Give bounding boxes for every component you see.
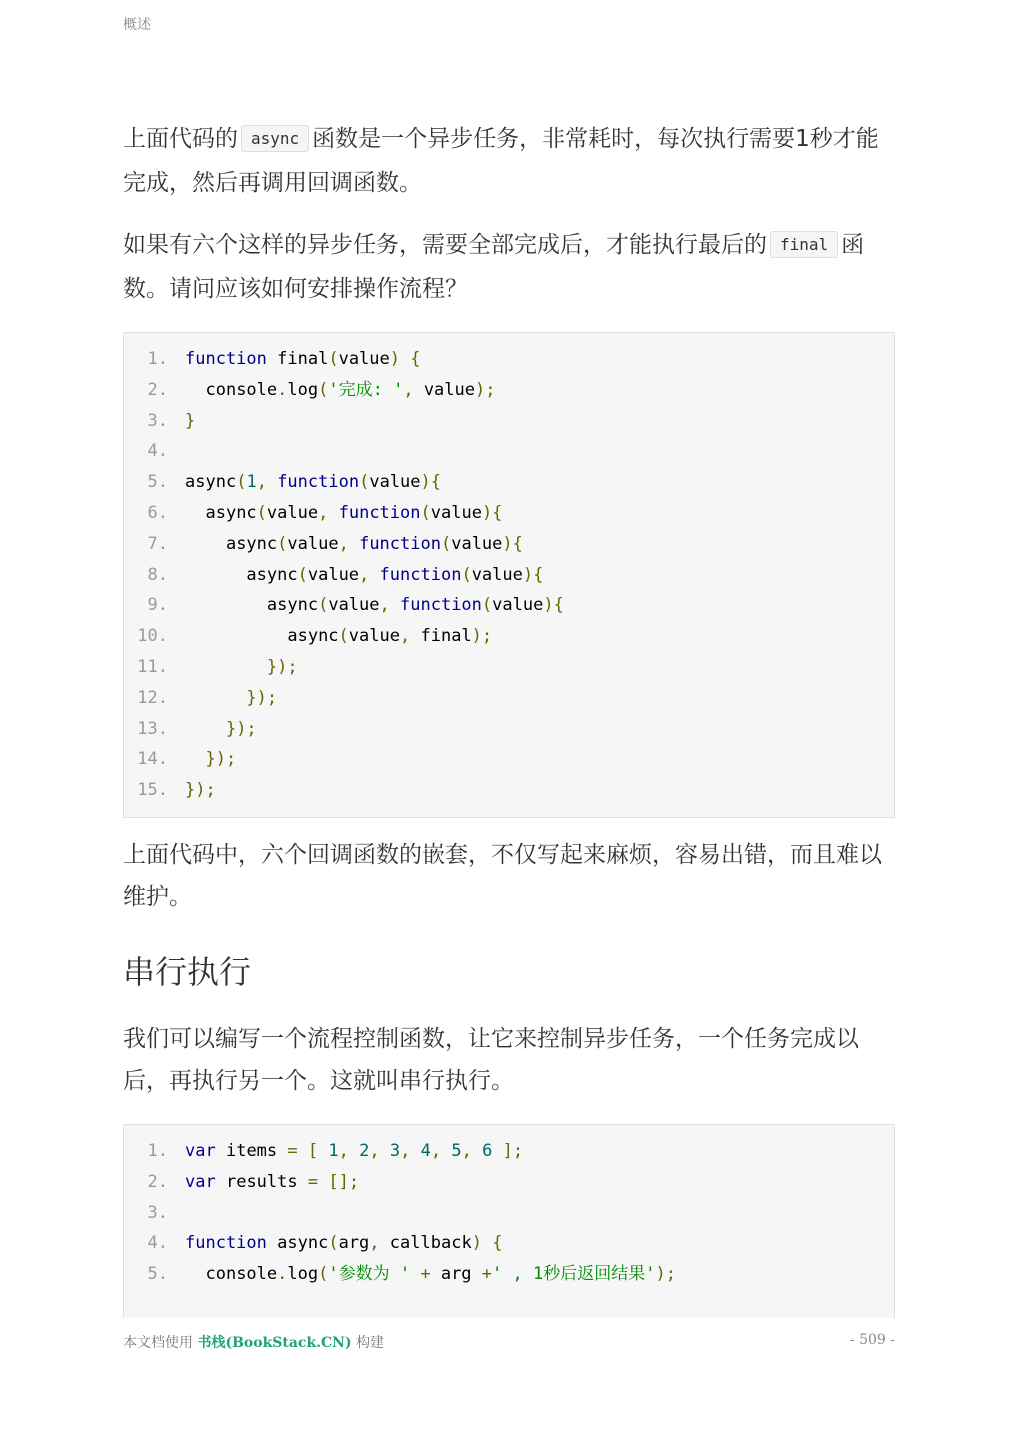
code-line: 5. console.log('参数为 ' + arg +' , 1秒后返回结果'); xyxy=(124,1259,894,1290)
inline-code-final: final xyxy=(770,231,838,258)
code-line: 14. }); xyxy=(124,744,894,775)
line-number: 9. xyxy=(147,595,168,616)
code-line: 12. }); xyxy=(124,683,894,714)
code-line: 11. }); xyxy=(124,652,894,683)
code-line: 2. console.log('完成: ', value); xyxy=(124,375,894,406)
code-line: 4. function async(arg, callback) { xyxy=(124,1228,894,1259)
code-line: 1. function final(value) { xyxy=(124,344,894,375)
line-number: 5. xyxy=(147,472,168,493)
paragraph-text: 函数。请问应该如何安排操作流程？ xyxy=(123,232,865,302)
code-line: 13. }); xyxy=(124,714,894,745)
line-number: 4. xyxy=(147,1233,168,1254)
line-number: 13. xyxy=(137,718,168,739)
line-number: 12. xyxy=(137,687,168,708)
paragraph-text: 函数是一个异步任务，非常耗时，每次执行需要1秒才能完成，然后再调用回调函数。 xyxy=(123,126,879,196)
paragraph-async-intro xyxy=(123,118,895,204)
paragraph-nesting-problem: 上面代码中，六个回调函数的嵌套，不仅写起来麻烦，容易出错，而且难以维护。 xyxy=(123,841,882,910)
line-number: 4. xyxy=(147,441,168,462)
line-number: 2. xyxy=(147,379,168,400)
line-number: 11. xyxy=(137,656,168,677)
footer-credit xyxy=(123,1332,384,1352)
code-line: 2. var results = []; xyxy=(124,1167,894,1198)
code-line: 5. async(1, function(value){ xyxy=(124,467,894,498)
paragraph-serial-intro: 我们可以编写一个流程控制函数，让它来控制异步任务，一个任务完成以后，再执行另一个。这就叫串行执行。 xyxy=(123,1025,859,1094)
page-content xyxy=(123,118,895,1374)
line-number: 3. xyxy=(147,410,168,431)
code-line xyxy=(124,1198,894,1229)
footer-brand-link[interactable]: 书栈(BookStack.CN) xyxy=(197,1335,352,1351)
paragraph-question xyxy=(123,224,895,310)
code-line: 6. async(value, function(value){ xyxy=(124,498,894,529)
line-number: 1. xyxy=(147,349,168,369)
paragraph-text: 如果有六个这样的异步任务，需要全部完成后，才能执行最后的 xyxy=(123,232,767,258)
code-line: 15. }); xyxy=(124,775,894,806)
line-number: 8. xyxy=(147,564,168,585)
code-block-nested-callbacks xyxy=(123,332,895,818)
page-header-title: 概述 xyxy=(123,17,151,33)
paragraph-text: 上面代码的 xyxy=(123,126,238,152)
footer-suffix: 构建 xyxy=(356,1335,385,1351)
code-line: 10. async(value, final); xyxy=(124,621,894,652)
code-line xyxy=(124,436,894,467)
inline-code-async: async xyxy=(241,125,309,152)
line-number: 14. xyxy=(137,749,168,770)
code-line: 7. async(value, function(value){ xyxy=(124,529,894,560)
footer-prefix: 本文档使用 xyxy=(123,1335,193,1351)
line-number: 15. xyxy=(137,780,168,801)
line-number: 7. xyxy=(147,533,168,554)
line-number: 2. xyxy=(147,1171,168,1192)
line-number: 6. xyxy=(147,502,168,523)
page-number: - 509 - xyxy=(849,1332,895,1348)
line-number: 5. xyxy=(147,1264,168,1285)
line-number: 10. xyxy=(137,626,168,647)
code-line: 3. } xyxy=(124,406,894,437)
section-heading: 串行执行 xyxy=(123,952,252,991)
line-number: 3. xyxy=(147,1202,168,1223)
line-number: 1. xyxy=(147,1140,168,1161)
code-line: 1. var items = [ 1, 2, 3, 4, 5, 6 ]; xyxy=(124,1136,894,1167)
code-line: 9. async(value, function(value){ xyxy=(124,590,894,621)
code-line: 8. async(value, function(value){ xyxy=(124,560,894,591)
